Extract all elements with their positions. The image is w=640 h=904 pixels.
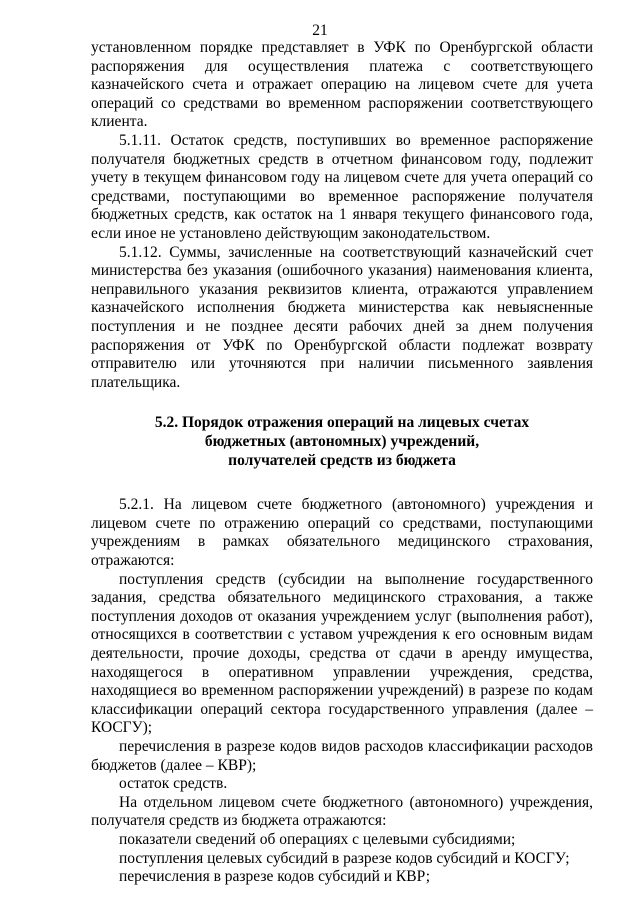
document-body [91, 39, 593, 887]
paragraph: поступления целевых субсидий в разрезе кодов субсидий и КОСГУ; [119, 849, 570, 867]
paragraph-5-1-11: 5.1.11. Остаток средств, поступивших во временное распоряжение получателя бюджетных средств в отчетном финансовом году, подлежит учету в текущем финансовом году на лицевом счете для учета операций со средствами, поступающими во временное распоряжение получателя бюджетных средств, как остаток на 1 января текущего финансового года, если иное не установлено действующим законодательством. [91, 131, 593, 242]
section-heading-line: получателей средств из бюджета [228, 452, 456, 470]
paragraph: остаток средств. [119, 775, 228, 793]
paragraph: показатели сведений об операциях с целевыми субсидиями; [119, 830, 516, 848]
section-heading-line: 5.2. Порядок отражения операций на лицевых счетах [154, 414, 530, 432]
paragraph: перечисления в разрезе кодов субсидий и КВР; [119, 868, 431, 886]
paragraph-5-1-12: 5.1.12. Суммы, зачисленные на соответствующий казначейский счет министерства без указания (ошибочного указания) наименования клиента, неправильного указания реквизитов клиента, отражаются управлением казначейского исполнения бюджета министерства как невыясненные поступления и не позднее десяти рабочих дней за днем получения распоряжения от УФК по Оренбургской области подлежат возврату отправителю или уточняются при наличии письменного заявления плательщика. [91, 243, 593, 391]
paragraph: поступления средств (субсидии на выполнение государственного задания, средства обязательного медицинского страхования, а также поступления доходов от оказания учреждением услуг (выполнения работ), относящихся в соответствии с уставом учреждения к его основным видам деятельности, прочие доходы, средства от сдачи в аренду имущества, находящегося в оперативном управлении учреждения, средства, находящиеся во временном распоряжении учреждений) в разрезе по кодам классификации операций сектора государственного управления (далее – КОСГУ); [91, 570, 593, 737]
section-heading-line: бюджетных (автономных) учреждений, [204, 433, 480, 451]
paragraph: перечисления в разрезе кодов видов расходов классификации расходов бюджетов (далее – КВР); [91, 738, 593, 774]
paragraph: установленном порядке представляет в УФК по Оренбургской области распоряжения для осуществления платежа с соответствующего казначейского счета и отражает операцию на лицевом счете для учета операций со средствами во временном распоряжении соответствующего клиента. [91, 39, 593, 131]
paragraph: На отдельном лицевом счете бюджетного (автономного) учреждения, получателя средств из бюджета отражаются: [91, 793, 593, 830]
page-number: 21 [312, 22, 328, 39]
section-heading-5-2 [91, 413, 593, 470]
paragraph-5-2-1: 5.2.1. На лицевом счете бюджетного (автономного) учреждения и лицевом счете по отражению операций со средствами, поступающими учреждениям в рамках обязательного медицинского страхования, отражаются: [91, 496, 593, 570]
